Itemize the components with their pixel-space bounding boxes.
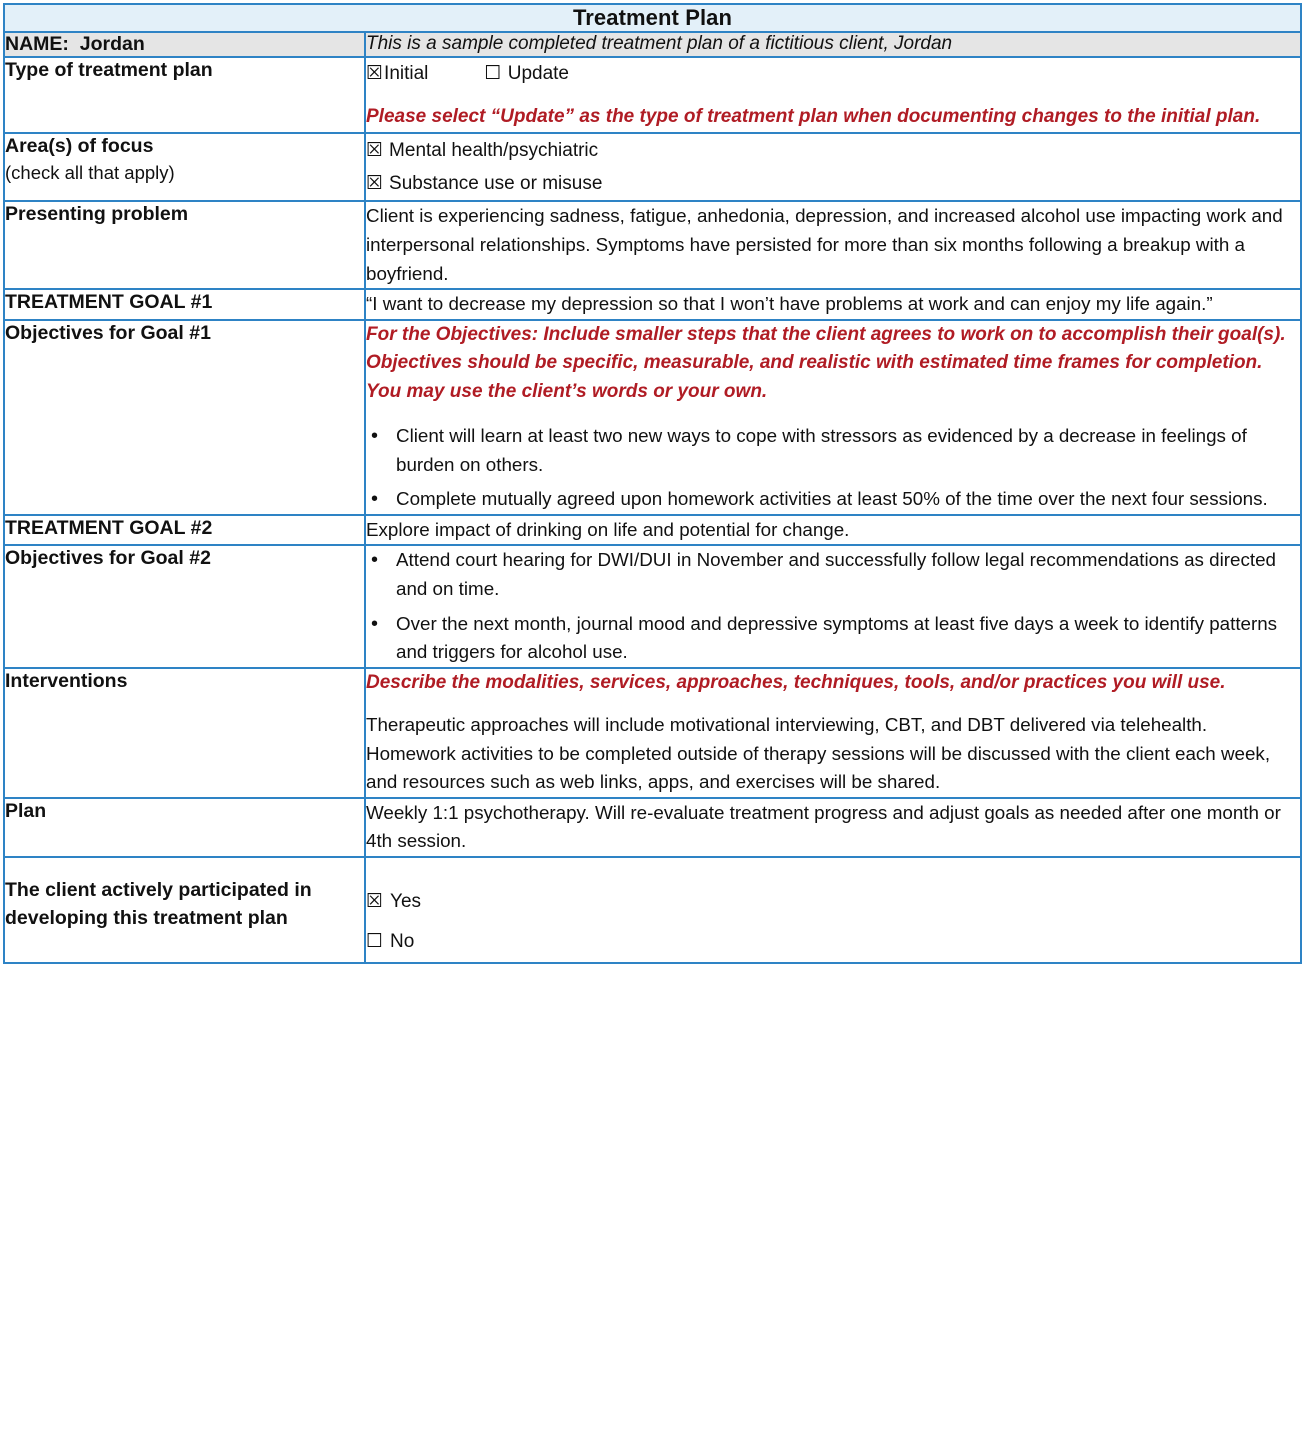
table-row-areas-of-focus: [4, 133, 1301, 202]
presenting-problem-text: Client is experiencing sadness, fatigue, anhedonia, depression, and increased alcohol use impacting work and interpersonal relationships. Symptoms have persisted for more than six months following a breakup with a boyfriend.: [366, 205, 1283, 284]
plan-text: Weekly 1:1 psychotherapy. Will re-evaluate treatment progress and adjust goals as needed after one month or 4th session.: [366, 801, 1281, 852]
table-row-plan: [4, 798, 1301, 857]
table-row-interventions: [4, 668, 1301, 798]
list-item: • Client will learn at least two new ways to cope with stressors as evidenced by a decrease in feelings of burden on others.: [366, 422, 1300, 479]
table-row-goal-2: [4, 515, 1301, 546]
interventions-value: [365, 668, 1301, 798]
table-row-presenting-problem: [4, 201, 1301, 289]
treatment-plan-page: [0, 3, 1303, 1439]
type-of-plan-value: [365, 57, 1301, 133]
checkbox-option-yes[interactable]: [366, 882, 1300, 922]
table-row-goal-1: [4, 289, 1301, 320]
list-item: • Over the next month, journal mood and depressive symptoms at least five days a week to identify patterns and triggers for alcohol use.: [366, 610, 1300, 667]
checkbox-option-mental-health[interactable]: [366, 134, 1300, 167]
client-name-label: NAME: Jordan: [4, 32, 365, 57]
table-row-objectives-1: [4, 320, 1301, 515]
page-title: Treatment Plan: [4, 4, 1301, 32]
areas-of-focus-label: [4, 133, 365, 202]
areas-of-focus-sublabel: (check all that apply): [5, 162, 175, 184]
areas-of-focus-checkbox-group[interactable]: [366, 134, 1300, 201]
type-of-plan-checkbox-group[interactable]: [366, 58, 1300, 89]
sample-plan-note: This is a sample completed treatment plan of a fictitious client, Jordan: [365, 32, 1301, 57]
checkbox-unchecked-icon[interactable]: ☐: [366, 929, 384, 952]
checkbox-checked-icon[interactable]: ☒: [366, 172, 384, 195]
objectives-2-list: [366, 546, 1300, 666]
checkbox-option-substance-use[interactable]: [366, 167, 1300, 200]
table-row-name: [4, 32, 1301, 57]
plan-value: [365, 798, 1301, 857]
goal-1-text: “I want to decrease my depression so that I won’t have problems at work and can enjoy my life again.”: [366, 293, 1213, 315]
interventions-label: Interventions: [4, 668, 365, 798]
objectives-1-label: Objectives for Goal #1: [4, 320, 365, 515]
objectives-1-list: [366, 422, 1300, 514]
goal-2-text: Explore impact of drinking on life and potential for change.: [366, 518, 850, 540]
table-row-objectives-2: [4, 545, 1301, 667]
goal-2-label: TREATMENT GOAL #2: [4, 515, 365, 546]
checkbox-option-update[interactable]: [484, 58, 569, 89]
interventions-text: Therapeutic approaches will include motivational interviewing, CBT, and DBT delivered via telehealth. Homework activities to be completed outside of therapy sessions will be discussed with the client each week, and resources such as web links, apps, and exercises will be shared.: [366, 714, 1271, 793]
participation-checkbox-group[interactable]: [366, 882, 1300, 962]
type-of-plan-label: Type of treatment plan: [4, 57, 365, 133]
list-item: • Complete mutually agreed upon homework activities at least 50% of the time over the next four sessions.: [366, 485, 1300, 514]
goal-2-value: [365, 515, 1301, 546]
presenting-problem-value: [365, 201, 1301, 289]
participation-label: The client actively participated in developing this treatment plan: [4, 857, 365, 963]
participation-value: [365, 857, 1301, 963]
checkbox-checked-icon[interactable]: ☒: [366, 138, 384, 161]
checkbox-label-mental-health: Mental health/psychiatric: [389, 139, 599, 161]
areas-of-focus-label-main: Area(s) of focus: [5, 134, 154, 157]
objectives-2-value: [365, 545, 1301, 667]
goal-1-label: TREATMENT GOAL #1: [4, 289, 365, 320]
plan-label: Plan: [4, 798, 365, 857]
checkbox-checked-icon[interactable]: ☒: [366, 62, 384, 84]
goal-1-value: [365, 289, 1301, 320]
list-item: • Attend court hearing for DWI/DUI in November and successfully follow legal recommendations as directed and on time.: [366, 546, 1300, 603]
objectives-1-value: [365, 320, 1301, 515]
presenting-problem-label: Presenting problem: [4, 201, 365, 289]
objectives-2-label: Objectives for Goal #2: [4, 545, 365, 667]
type-of-plan-instruction: Please select “Update” as the type of treatment plan when documenting changes to the initial plan.: [366, 106, 1261, 128]
checkbox-option-no[interactable]: [366, 922, 1300, 962]
areas-of-focus-value: [365, 133, 1301, 202]
checkbox-label-initial: Initial: [384, 63, 429, 84]
table-row-participation: [4, 857, 1301, 963]
checkbox-label-no: No: [390, 930, 415, 952]
checkbox-option-initial[interactable]: [366, 58, 428, 89]
interventions-instruction: Describe the modalities, services, approaches, techniques, tools, and/or practices you will use.: [366, 671, 1226, 693]
objectives-1-instruction: For the Objectives: Include smaller steps that the client agrees to work on to accomplish their goal(s). Objectives should be specific, measurable, and realistic with estimated time frames for completion. You may use the client’s words or your own.: [366, 323, 1286, 402]
treatment-plan-table: [3, 3, 1302, 964]
checkbox-checked-icon[interactable]: ☒: [366, 890, 384, 913]
checkbox-label-yes: Yes: [390, 891, 422, 913]
table-row-type-of-plan: [4, 57, 1301, 133]
checkbox-label-substance-use: Substance use or misuse: [389, 173, 603, 195]
checkbox-label-update: Update: [507, 63, 570, 84]
table-row-title: [4, 4, 1301, 32]
checkbox-unchecked-icon[interactable]: ☐: [484, 62, 502, 84]
